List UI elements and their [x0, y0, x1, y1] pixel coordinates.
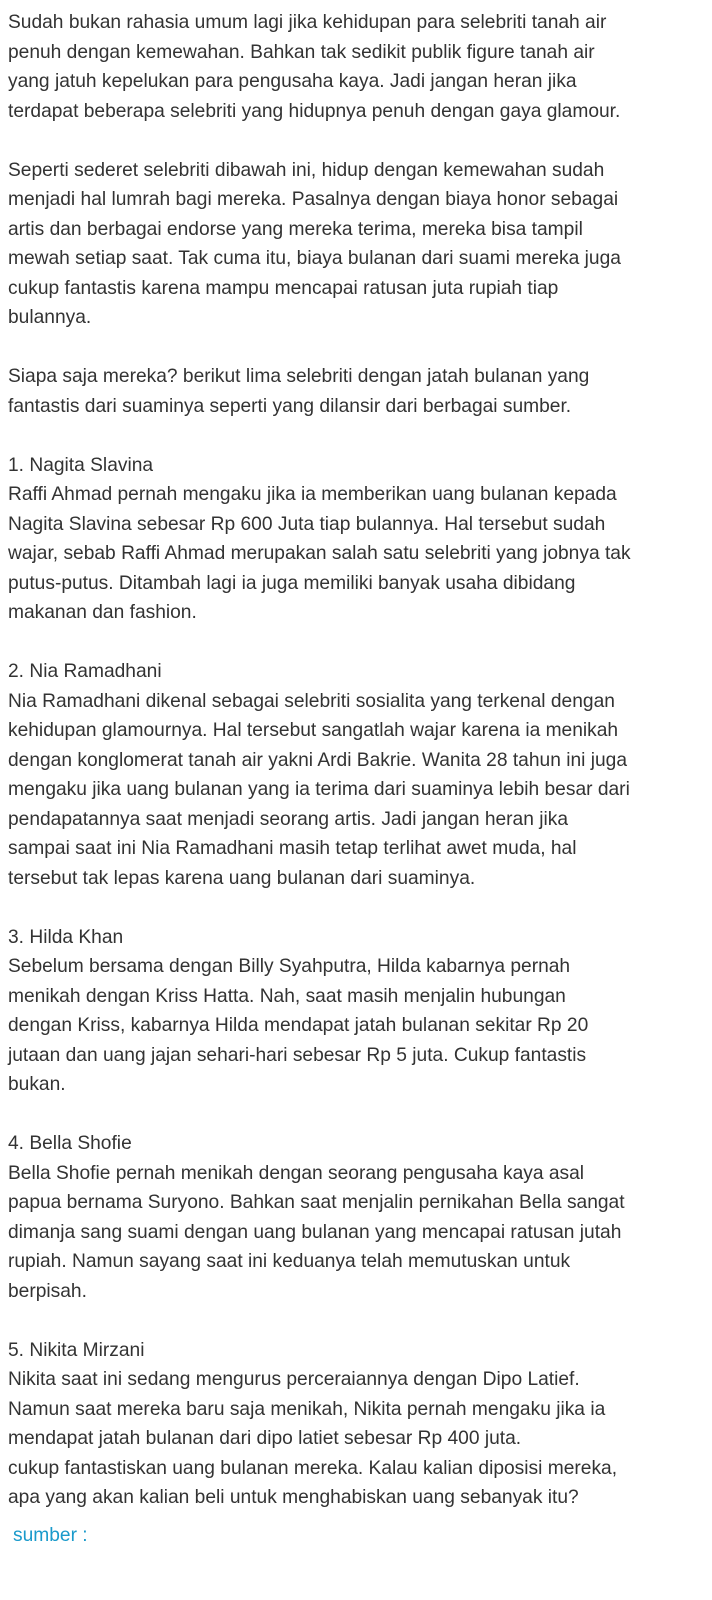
intro-paragraph-2: Seperti sederet selebriti dibawah ini, hidup dengan kemewahan sudah menjadi hal lumrah bagi mereka. Pasalnya dengan biaya honor sebagai artis dan berbagai endorse yang mereka terima, mereka bisa tampil mewah setiap saat. Tak cuma itu, biaya bulanan dari suami mereka juga cukup fantastis karena mampu mencapai ratusan juta rupiah tiap bulannya.: [8, 159, 621, 328]
list-item: [8, 657, 704, 893]
item-body: Sebelum bersama dengan Billy Syahputra, Hilda kabarnya pernah menikah dengan Kriss Hatta. Nah, saat masih menjalin hubungan dengan Kriss, kabarnya Hilda mendapat jatah bulanan sekitar Rp 20 jutaan dan uang jajan sehari-hari sebesar Rp 5 juta. Cukup fantastis bukan.: [8, 956, 589, 1095]
list-item: [8, 923, 704, 1100]
item-body: Nikita saat ini sedang mengurus perceraiannya dengan Dipo Latief. Namun saat mereka baru saja menikah, Nikita pernah mengaku jika ia mendapat jatah bulanan dari dipo latiet sebesar Rp 400 juta. cukup fantastiskan uang bulanan mereka. Kalau kalian diposisi mereka, apa yang akan kalian beli untuk menghabiskan uang sebanyak itu?: [8, 1369, 618, 1508]
intro-paragraph-1: Sudah bukan rahasia umum lagi jika kehidupan para selebriti tanah air penuh dengan kemewahan. Bahkan tak sedikit publik figure tanah air yang jatuh kepelukan para pengusaha kaya. Jadi jangan heran jika terdapat beberapa selebriti yang hidupnya penuh dengan gaya glamour.: [8, 12, 621, 122]
item-heading: 5. Nikita Mirzani: [8, 1339, 145, 1361]
item-heading: 1. Nagita Slavina: [8, 454, 154, 476]
item-body: Bella Shofie pernah menikah dengan seorang pengusaha kaya asal papua bernama Suryono. Bahkan saat menjalin pernikahan Bella sangat dimanja sang suami dengan uang bulanan yang mencapai ratusan jutah rupiah. Namun sayang saat ini keduanya telah memutuskan untuk berpisah.: [8, 1162, 625, 1302]
item-heading: 2. Nia Ramadhani: [8, 661, 162, 682]
item-heading: 3. Hilda Khan: [8, 926, 124, 948]
paragraph-spacer: [8, 1100, 704, 1130]
intro-paragraph-3: Siapa saja mereka? berikut lima selebriti dengan jatah bulanan yang fantastis dari suaminya seperti yang dilansir dari berbagai sumber.: [8, 366, 590, 417]
list-item: [8, 1129, 704, 1306]
item-body: Raffi Ahmad pernah mengaku jika ia memberikan uang bulanan kepada Nagita Slavina sebesar Rp 600 Juta tiap bulannya. Hal tersebut sudah wajar, sebab Raffi Ahmad merupakan salah satu selebriti yang jobnya tak putus-putus. Ditambah lagi ia juga memiliki banyak usaha dibidang makanan dan fashion.: [8, 484, 631, 623]
source-link[interactable]: sumber :: [13, 1524, 88, 1546]
paragraph-spacer: [8, 126, 704, 156]
paragraph-spacer: [8, 1306, 704, 1336]
item-heading: 4. Bella Shofie: [8, 1133, 132, 1154]
item-body: Nia Ramadhani dikenal sebagai selebriti sosialita yang terkenal dengan kehidupan glamournya. Hal tersebut sangatlah wajar karena ia menikah dengan konglomerat tanah air yakni Ardi Bakrie. Wanita 28 tahun ini juga mengaku jika uang bulanan yang ia terima dari suaminya lebih besar dari pendapatannya saat menjadi seorang artis. Jadi jangan heran jika sampai saat ini Nia Ramadhani masih tetap terlihat awet muda, hal tersebut tak lepas karena uang bulanan dari suaminya.: [8, 690, 630, 889]
list-item: [8, 451, 704, 628]
paragraph-spacer: [8, 893, 704, 923]
paragraph-spacer: [8, 421, 704, 451]
paragraph-spacer: [8, 628, 704, 658]
paragraph-spacer: [8, 333, 704, 363]
list-item: [8, 1336, 704, 1513]
